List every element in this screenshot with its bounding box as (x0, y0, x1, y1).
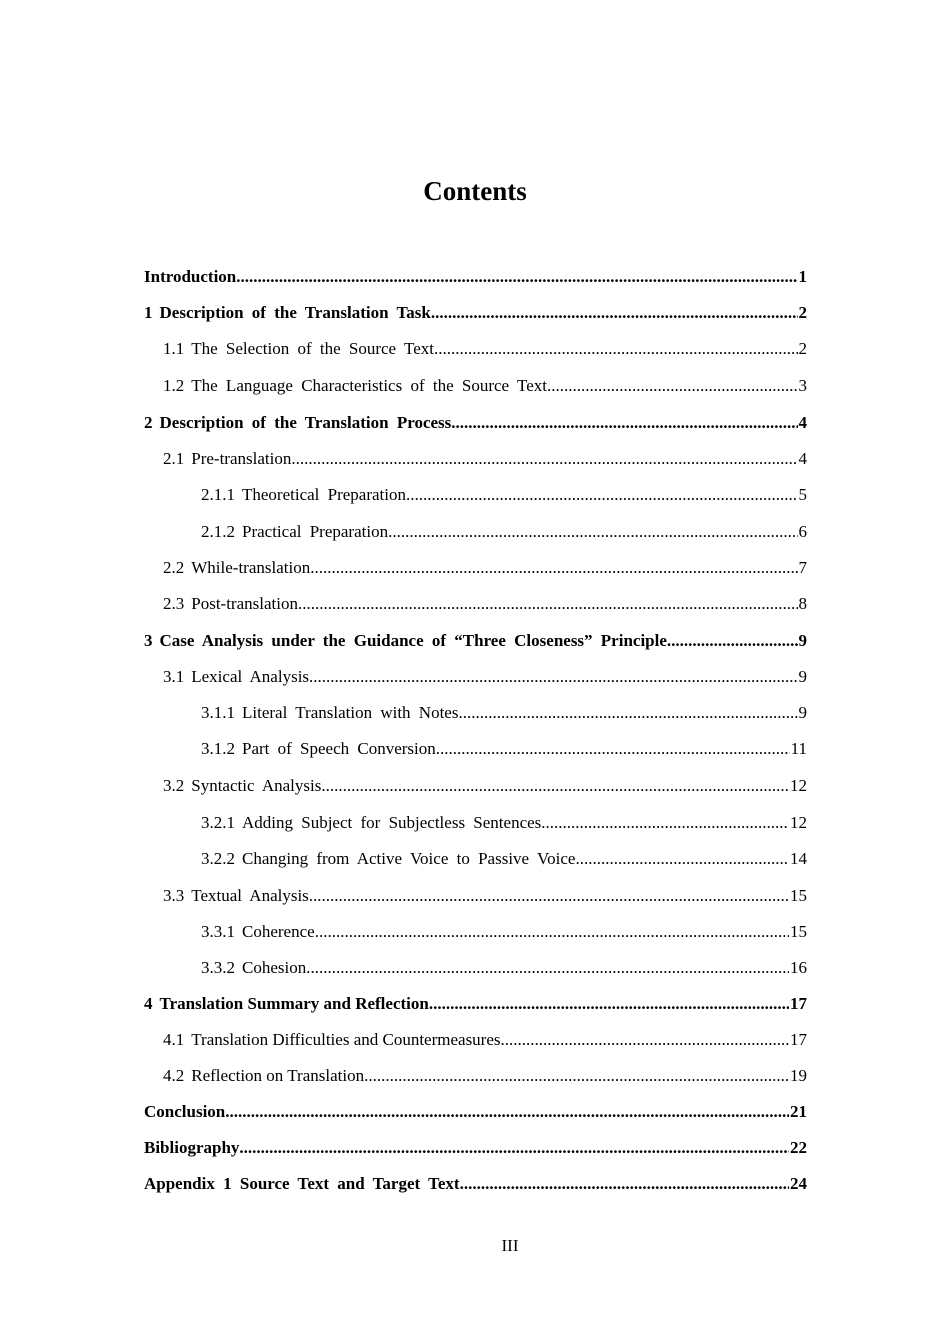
toc-entry-title: Post-translation (191, 594, 298, 613)
dot-leader (298, 589, 798, 619)
toc-entry-3-3-1[interactable] (201, 917, 807, 947)
toc-entry-3-3-2[interactable] (201, 953, 807, 983)
toc-entry-4-1[interactable] (163, 1025, 807, 1055)
toc-entry-2-2[interactable] (163, 553, 807, 583)
toc-entry-page: 12 (790, 813, 807, 832)
toc-entry-introduction[interactable] (144, 262, 807, 292)
toc-entry-title: Pre-translation (191, 449, 292, 468)
toc-entry-bibliography[interactable] (144, 1133, 807, 1163)
toc-entry-page: 9 (798, 667, 807, 686)
toc-entry-title: Translation Difficulties and Countermeasures (191, 1030, 501, 1049)
dot-leader (547, 371, 797, 401)
dot-leader (436, 734, 790, 764)
toc-entry-page: 24 (790, 1174, 807, 1193)
toc-entry-page: 15 (790, 922, 807, 941)
page-title: Contents (423, 176, 527, 206)
toc-entry-title: Translation Summary and Reflection (159, 994, 429, 1013)
toc-entry-3-1-2[interactable] (201, 734, 807, 764)
toc-entry-page: 22 (790, 1138, 807, 1157)
toc-entry-page: 2 (798, 339, 807, 358)
toc-entry-number: 2.1.2 (201, 522, 235, 541)
toc-entry-page: 4 (798, 413, 807, 432)
toc-entry-3-2-2[interactable] (201, 844, 807, 874)
dot-leader (225, 1097, 789, 1127)
toc-entry-page: 12 (790, 776, 807, 795)
toc-entry-3-1[interactable] (163, 662, 807, 692)
toc-entry-title: Theoretical Preparation (242, 485, 407, 504)
toc-entry-page: 6 (798, 522, 807, 541)
toc-entry-number: 3.3.2 (201, 958, 235, 977)
toc-entry-number: 1 (144, 303, 153, 322)
toc-entry-title: Practical Preparation (242, 522, 389, 541)
dot-leader (388, 517, 797, 547)
toc-entry-title: The Language Characteristics of the Source Text (191, 376, 548, 395)
toc-entry-title: Conclusion (144, 1102, 226, 1121)
toc-entry-title: Description of the Translation Task (159, 303, 431, 322)
toc-entry-number: 1.1 (163, 339, 185, 358)
toc-entry-number: 3.1 (163, 667, 185, 686)
toc-entry-page: 5 (798, 485, 807, 504)
dot-leader (458, 698, 797, 728)
toc-entry-title: Textual Analysis (191, 886, 309, 905)
toc-entry-title: Literal Translation with Notes (242, 703, 459, 722)
toc-entry-page: 15 (790, 886, 807, 905)
toc-entry-1-2[interactable] (163, 371, 807, 401)
dot-leader (310, 553, 797, 583)
dot-leader (406, 480, 797, 510)
toc-entry-number: 4 (144, 994, 153, 1013)
toc-entry-1[interactable] (144, 298, 807, 328)
toc-entry-title: Adding Subject for Subjectless Sentences (242, 813, 542, 832)
toc-entry-page: 8 (798, 594, 807, 613)
toc-entry-2-1-2[interactable] (201, 517, 807, 547)
toc-entry-number: 2.3 (163, 594, 185, 613)
toc-entry-2[interactable] (144, 408, 807, 438)
toc-entry-3-2-1[interactable] (201, 808, 807, 838)
toc-entry-title: While-translation (191, 558, 311, 577)
toc-entry-number: 3.1.1 (201, 703, 235, 722)
dot-leader (429, 989, 789, 1019)
toc-entry-number: 2.1 (163, 449, 185, 468)
toc-entry-number: 3.3.1 (201, 922, 235, 941)
toc-entry-page: 9 (798, 703, 807, 722)
toc-entry-3-3[interactable] (163, 881, 807, 911)
toc-entry-title: Coherence (242, 922, 315, 941)
dot-leader (667, 626, 798, 656)
toc-entry-number: 1.2 (163, 376, 185, 395)
toc-entry-page: 14 (790, 849, 807, 868)
toc-entry-appendix-1[interactable] (144, 1169, 807, 1199)
toc-entry-title: Syntactic Analysis (191, 776, 322, 795)
toc-entry-page: 19 (790, 1066, 807, 1085)
toc-entry-page: 7 (798, 558, 807, 577)
dot-leader (460, 1169, 789, 1199)
toc-entry-number: 3.1.2 (201, 739, 235, 758)
toc-entry-page: 16 (790, 958, 807, 977)
toc-entry-page: 17 (790, 1030, 807, 1049)
dot-leader (309, 881, 789, 911)
toc-entry-title: Appendix 1 Source Text and Target Text (144, 1174, 460, 1193)
toc-entry-title: The Selection of the Source Text (191, 339, 434, 358)
toc-entry-number: 3.2.1 (201, 813, 235, 832)
toc-entry-2-3[interactable] (163, 589, 807, 619)
toc-entry-2-1-1[interactable] (201, 480, 807, 510)
toc-entry-3-2[interactable] (163, 771, 807, 801)
toc-entry-page: 21 (790, 1102, 807, 1121)
toc-entry-1-1[interactable] (163, 334, 807, 364)
dot-leader (364, 1061, 789, 1091)
toc-entry-page: 3 (798, 376, 807, 395)
dot-leader (434, 334, 798, 364)
toc-entry-page: 1 (798, 267, 807, 286)
dot-leader (575, 844, 789, 874)
dot-leader (541, 808, 789, 838)
toc-entry-page: 11 (790, 739, 807, 758)
toc-entry-number: 3.3 (163, 886, 185, 905)
dot-leader (309, 662, 797, 692)
toc-entry-number: 4.2 (163, 1066, 185, 1085)
toc-entry-title: Bibliography (144, 1138, 240, 1157)
dot-leader (236, 262, 797, 292)
toc-entry-title: Changing from Active Voice to Passive Voice (242, 849, 576, 868)
page-number: III (501, 1236, 519, 1255)
toc-entry-number: 3 (144, 631, 153, 650)
toc-entry-title: Part of Speech Conversion (242, 739, 436, 758)
toc-entry-number: 3.2 (163, 776, 185, 795)
toc-entry-number: 2.1.1 (201, 485, 235, 504)
dot-leader (431, 298, 798, 328)
toc-entry-2-1[interactable] (163, 444, 807, 474)
toc-entry-title: Reflection on Translation (191, 1066, 365, 1085)
dot-leader (306, 953, 789, 983)
toc-entry-title: Case Analysis under the Guidance of “Three Closeness” Principle (159, 631, 667, 650)
toc-entry-title: Cohesion (242, 958, 307, 977)
toc-entry-4-2[interactable] (163, 1061, 807, 1091)
toc-entry-page: 2 (798, 303, 807, 322)
toc-entry-conclusion[interactable] (144, 1097, 807, 1127)
toc-entry-title: Description of the Translation Process (159, 413, 452, 432)
dot-leader (321, 771, 789, 801)
toc-entry-number: 4.1 (163, 1030, 185, 1049)
dot-leader (501, 1025, 789, 1055)
toc-entry-3-1-1[interactable] (201, 698, 807, 728)
dot-leader (291, 444, 797, 474)
toc-entry-page: 17 (790, 994, 807, 1013)
toc-entry-number: 3.2.2 (201, 849, 235, 868)
toc-entry-number: 2 (144, 413, 153, 432)
dot-leader (451, 408, 797, 438)
toc-entry-page: 4 (798, 449, 807, 468)
toc-entry-page: 9 (798, 631, 807, 650)
toc-entry-3[interactable] (144, 626, 807, 656)
toc-entry-title: Lexical Analysis (191, 667, 310, 686)
dot-leader (315, 917, 789, 947)
toc-entry-4[interactable] (144, 989, 807, 1019)
dot-leader (239, 1133, 789, 1163)
toc-entry-title: Introduction (144, 267, 237, 286)
toc-entry-number: 2.2 (163, 558, 185, 577)
